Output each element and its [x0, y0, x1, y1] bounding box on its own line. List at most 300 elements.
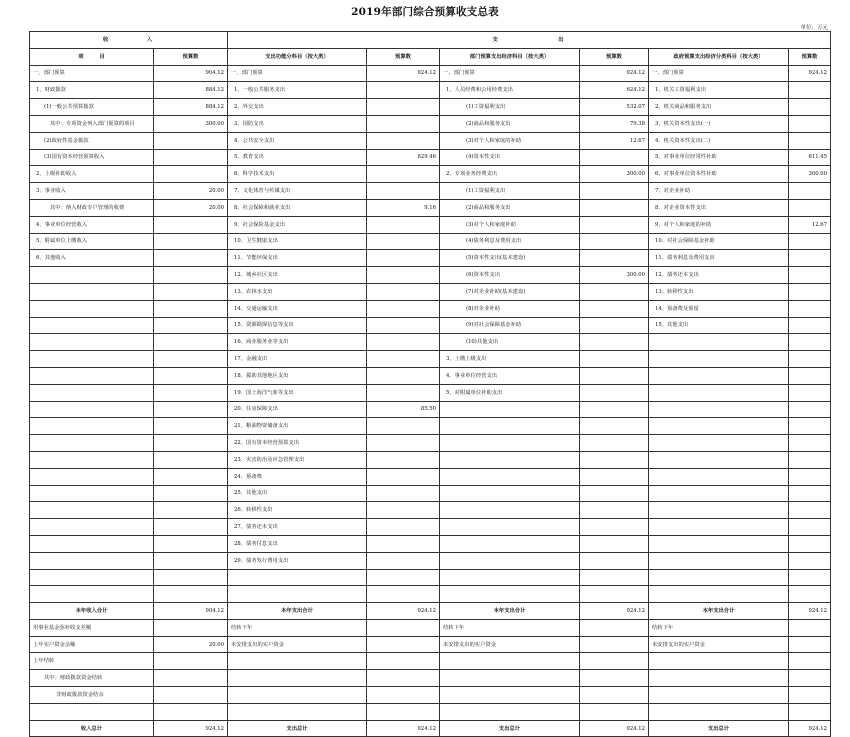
dept-econ-item-amount — [580, 334, 649, 351]
income-item-label: 1、财政拨款 — [30, 82, 154, 99]
income-item-label — [30, 418, 154, 435]
bottom-gov-value — [789, 619, 831, 636]
gov-econ-item-amount — [789, 367, 831, 384]
func-item-label — [228, 586, 367, 603]
func-item-amount — [367, 435, 440, 452]
func-item-label: 13、农林水支出 — [228, 283, 367, 300]
income-item-label — [30, 519, 154, 536]
income-item-amount — [154, 552, 228, 569]
bottom-income-label: 上年结转 — [30, 653, 154, 670]
bottom-func-label — [228, 687, 367, 704]
bottom-func-value — [367, 670, 440, 687]
col-amount-header: 预算数 — [789, 48, 831, 65]
table-row — [30, 183, 831, 200]
func-item-amount — [367, 283, 440, 300]
func-grand-total-label: 支出总计 — [228, 720, 367, 737]
dept-econ-item-amount — [580, 367, 649, 384]
gov-econ-item-label: 10、对社会保障基金补助 — [649, 233, 789, 250]
func-item-amount — [367, 468, 440, 485]
income-item-amount — [154, 233, 228, 250]
header-row-2 — [30, 48, 831, 65]
dept-econ-item-label — [440, 502, 580, 519]
dept-econ-item-amount: 624.12 — [580, 82, 649, 99]
gov-year-total-label: 本年支出合计 — [649, 603, 789, 620]
dept-econ-item-label: (8)对企业补助 — [440, 300, 580, 317]
bottom-func-value — [367, 636, 440, 653]
table-row — [30, 502, 831, 519]
dept-econ-item-amount: 79.38 — [580, 115, 649, 132]
income-item-label: 其中：专项资金列入部门预算的项目 — [30, 115, 154, 132]
gov-econ-item-label — [649, 435, 789, 452]
col-func-header: 支出功能分科目（按大类） — [228, 48, 367, 65]
income-item-amount — [154, 367, 228, 384]
income-item-label: 4、事业单位经营收入 — [30, 216, 154, 233]
gov-econ-item-amount — [789, 468, 831, 485]
income-item-label: 5、附属单位上缴收入 — [30, 233, 154, 250]
income-item-label — [30, 569, 154, 586]
gov-econ-item-label — [649, 418, 789, 435]
dept-econ-item-label: 1、人员经费和公用经费支出 — [440, 82, 580, 99]
dept-econ-item-amount — [580, 384, 649, 401]
income-item-label: (3)国有资本经营预算收入 — [30, 149, 154, 166]
func-item-label: 21、粮油物资储备支出 — [228, 418, 367, 435]
func-item-label: 28、债务付息支出 — [228, 535, 367, 552]
dept-econ-item-label: (5)资本性支出(基本建设) — [440, 250, 580, 267]
table-row — [30, 384, 831, 401]
dept-econ-item-label: (1)工资福利支出 — [440, 183, 580, 200]
bottom-row — [30, 687, 831, 704]
gov-econ-item-amount — [789, 334, 831, 351]
gov-econ-item-label: 8、对企业资本性支出 — [649, 199, 789, 216]
dept-econ-item-label — [440, 435, 580, 452]
bottom-gov-value — [789, 687, 831, 704]
gov-econ-item-amount: 611.45 — [789, 149, 831, 166]
table-row — [30, 401, 831, 418]
gov-econ-item-amount — [789, 267, 831, 284]
bottom-income-value: 20.00 — [154, 636, 228, 653]
func-item-label: 一、部门预算 — [228, 65, 367, 82]
func-item-label: 5、教育支出 — [228, 149, 367, 166]
gov-econ-item-amount — [789, 502, 831, 519]
gov-econ-item-label — [649, 451, 789, 468]
dept-econ-item-amount — [580, 216, 649, 233]
dept-econ-item-amount — [580, 485, 649, 502]
gov-econ-item-amount: 924.12 — [789, 65, 831, 82]
gov-econ-item-label — [649, 401, 789, 418]
gov-econ-item-label: 2、机关商品和服务支出 — [649, 99, 789, 116]
income-item-label: (1)一般公共预算拨款 — [30, 99, 154, 116]
gov-econ-item-label — [649, 586, 789, 603]
bottom-row — [30, 670, 831, 687]
gov-econ-item-label: 15、其他支出 — [649, 317, 789, 334]
income-item-amount — [154, 502, 228, 519]
func-item-label: 1、一般公共服务支出 — [228, 82, 367, 99]
table-row — [30, 519, 831, 536]
income-header: 收 入 — [30, 32, 228, 49]
income-item-amount — [154, 250, 228, 267]
bottom-func-label — [228, 653, 367, 670]
bottom-income-value — [154, 653, 228, 670]
dept-econ-item-amount: 924.12 — [580, 65, 649, 82]
header-row-1 — [30, 32, 831, 49]
func-item-amount — [367, 451, 440, 468]
bottom-dept-label — [440, 670, 580, 687]
gov-econ-item-amount — [789, 485, 831, 502]
dept-econ-item-label: (4)资本性支出 — [440, 149, 580, 166]
dept-econ-item-amount — [580, 451, 649, 468]
func-item-amount — [367, 166, 440, 183]
income-item-amount — [154, 300, 228, 317]
income-item-amount — [154, 418, 228, 435]
table-row — [30, 99, 831, 116]
gov-econ-item-amount: 300.00 — [789, 166, 831, 183]
table-row — [30, 283, 831, 300]
gov-econ-item-label: 14、预备费及预留 — [649, 300, 789, 317]
gov-econ-item-label — [649, 468, 789, 485]
income-item-amount — [154, 435, 228, 452]
bottom-dept-value — [580, 670, 649, 687]
col-amount-header: 预算数 — [367, 48, 440, 65]
gov-econ-item-label — [649, 351, 789, 368]
func-item-amount — [367, 552, 440, 569]
func-item-amount: 85.50 — [367, 401, 440, 418]
bottom-dept-value — [580, 703, 649, 720]
income-item-amount — [154, 334, 228, 351]
dept-econ-item-label — [440, 418, 580, 435]
income-item-label — [30, 435, 154, 452]
gov-econ-item-label: 13、转移性支出 — [649, 283, 789, 300]
table-row — [30, 250, 831, 267]
gov-econ-item-label — [649, 519, 789, 536]
bottom-row — [30, 636, 831, 653]
bottom-dept-value — [580, 687, 649, 704]
func-item-amount: 829.46 — [367, 149, 440, 166]
func-item-amount — [367, 132, 440, 149]
func-year-total-value: 924.12 — [367, 603, 440, 620]
table-row — [30, 552, 831, 569]
dept-econ-item-amount — [580, 233, 649, 250]
table-row — [30, 586, 831, 603]
unit-label: 单位：万元 — [800, 25, 828, 31]
func-item-amount — [367, 334, 440, 351]
income-item-label: 2、上级补助收入 — [30, 166, 154, 183]
dept-econ-item-amount: 12.67 — [580, 132, 649, 149]
func-item-label: 10、卫生健康支出 — [228, 233, 367, 250]
gov-econ-item-label — [649, 502, 789, 519]
dept-econ-item-label: 一、部门预算 — [440, 65, 580, 82]
table-row — [30, 367, 831, 384]
gov-econ-item-amount — [789, 519, 831, 536]
gov-econ-item-amount — [789, 115, 831, 132]
func-item-amount: 9.16 — [367, 199, 440, 216]
func-item-label: 24、预备费 — [228, 468, 367, 485]
dept-econ-item-amount — [580, 250, 649, 267]
income-item-amount — [154, 569, 228, 586]
bottom-income-value — [154, 670, 228, 687]
table-row — [30, 149, 831, 166]
func-item-label: 14、交通运输支出 — [228, 300, 367, 317]
dept-econ-item-amount — [580, 199, 649, 216]
bottom-gov-label — [649, 653, 789, 670]
col-dept-econ-header: 部门预算支出经济科目（按大类） — [440, 48, 580, 65]
gov-econ-item-amount — [789, 351, 831, 368]
income-item-amount: 884.12 — [154, 99, 228, 116]
income-item-label: 6、其他收入 — [30, 250, 154, 267]
func-item-amount — [367, 267, 440, 284]
col-item-header: 项 目 — [30, 48, 154, 65]
income-item-label — [30, 334, 154, 351]
income-item-amount — [154, 166, 228, 183]
gov-econ-item-label: 1、机关工资福利支出 — [649, 82, 789, 99]
dept-grand-total-value: 924.12 — [580, 720, 649, 737]
dept-econ-item-label — [440, 586, 580, 603]
gov-econ-item-label — [649, 569, 789, 586]
income-grand-total-label: 收入总计 — [30, 720, 154, 737]
table-row — [30, 65, 831, 82]
income-item-label: 3、事业收入 — [30, 183, 154, 200]
gov-econ-item-label: 4、机关资本性支出(二) — [649, 132, 789, 149]
income-item-amount — [154, 317, 228, 334]
bottom-income-value — [154, 687, 228, 704]
gov-econ-item-label — [649, 384, 789, 401]
income-item-label: 一、部门预算 — [30, 65, 154, 82]
gov-econ-item-amount — [789, 199, 831, 216]
page-title: 2019年部门综合预算收支总表 — [351, 6, 499, 18]
bottom-income-label: 用事业基金弥补收支差额 — [30, 619, 154, 636]
income-item-label — [30, 267, 154, 284]
income-item-amount — [154, 149, 228, 166]
func-item-amount — [367, 384, 440, 401]
table-row — [30, 300, 831, 317]
table-row — [30, 115, 831, 132]
gov-econ-item-amount: 12.67 — [789, 216, 831, 233]
income-item-amount — [154, 451, 228, 468]
income-year-total-value: 904.12 — [154, 603, 228, 620]
grand-total-row — [30, 720, 831, 737]
income-item-amount: 884.12 — [154, 82, 228, 99]
col-amount-header: 预算数 — [154, 48, 228, 65]
income-grand-total-value: 924.12 — [154, 720, 228, 737]
func-item-amount — [367, 115, 440, 132]
func-item-amount — [367, 502, 440, 519]
dept-econ-item-amount — [580, 586, 649, 603]
func-item-amount — [367, 82, 440, 99]
func-item-label: 2、外交支出 — [228, 99, 367, 116]
bottom-func-label — [228, 703, 367, 720]
table-row — [30, 451, 831, 468]
func-item-label — [228, 569, 367, 586]
func-item-label: 26、转移性支出 — [228, 502, 367, 519]
gov-econ-item-label: 11、债务利息及费用支出 — [649, 250, 789, 267]
func-item-amount — [367, 418, 440, 435]
bottom-gov-label: 结转下年 — [649, 619, 789, 636]
dept-econ-item-label: (3)对个人和家庭补助 — [440, 216, 580, 233]
gov-econ-item-label — [649, 485, 789, 502]
income-item-label — [30, 317, 154, 334]
dept-econ-item-label: (3)对个人和家庭的补助 — [440, 132, 580, 149]
income-item-label — [30, 535, 154, 552]
income-item-amount: 300.00 — [154, 115, 228, 132]
dept-econ-item-label — [440, 485, 580, 502]
dept-econ-item-label: (2)商品和服务支出 — [440, 115, 580, 132]
gov-econ-item-label: 12、债务还本支出 — [649, 267, 789, 284]
bottom-dept-value — [580, 653, 649, 670]
income-item-label — [30, 451, 154, 468]
func-item-label: 20、住房保障支出 — [228, 401, 367, 418]
income-item-amount — [154, 283, 228, 300]
income-item-label — [30, 552, 154, 569]
dept-econ-item-amount — [580, 468, 649, 485]
gov-econ-item-label: 6、对事业单位资本性补助 — [649, 166, 789, 183]
func-item-label: 3、国防支出 — [228, 115, 367, 132]
func-item-amount — [367, 99, 440, 116]
dept-econ-item-amount — [580, 183, 649, 200]
income-item-amount — [154, 468, 228, 485]
gov-econ-item-label — [649, 334, 789, 351]
income-item-amount — [154, 401, 228, 418]
func-item-amount — [367, 569, 440, 586]
table-row — [30, 418, 831, 435]
dept-econ-item-label — [440, 569, 580, 586]
dept-econ-item-label: (9)对社会保障基金补助 — [440, 317, 580, 334]
table-row — [30, 468, 831, 485]
bottom-dept-label: 结转下年 — [440, 619, 580, 636]
bottom-row — [30, 703, 831, 720]
bottom-income-label — [30, 703, 154, 720]
income-item-amount — [154, 351, 228, 368]
income-item-amount: 20.00 — [154, 183, 228, 200]
table-row — [30, 351, 831, 368]
dept-econ-item-amount — [580, 351, 649, 368]
bottom-func-value — [367, 687, 440, 704]
gov-econ-item-amount — [789, 418, 831, 435]
table-row — [30, 535, 831, 552]
func-item-label: 18、援助其他地区支出 — [228, 367, 367, 384]
dept-year-total-value: 924.12 — [580, 603, 649, 620]
func-item-amount — [367, 300, 440, 317]
gov-econ-item-amount — [789, 317, 831, 334]
dept-econ-item-label: 2、专项业务经费支出 — [440, 166, 580, 183]
bottom-row — [30, 619, 831, 636]
table-row — [30, 569, 831, 586]
dept-econ-item-label — [440, 535, 580, 552]
income-item-label: (2)政府性基金拨款 — [30, 132, 154, 149]
gov-econ-item-label: 7、对企业补助 — [649, 183, 789, 200]
func-item-label: 12、城乡社区支出 — [228, 267, 367, 284]
budget-table — [29, 31, 831, 737]
income-item-label — [30, 468, 154, 485]
income-item-amount — [154, 216, 228, 233]
dept-year-total-label: 本年支出合计 — [440, 603, 580, 620]
func-item-amount — [367, 519, 440, 536]
expense-header: 支 出 — [228, 32, 831, 49]
gov-econ-item-amount — [789, 384, 831, 401]
income-year-total-label: 本年收入合计 — [30, 603, 154, 620]
func-item-label: 15、资源勘探信息等支出 — [228, 317, 367, 334]
gov-econ-item-amount — [789, 552, 831, 569]
table-row — [30, 216, 831, 233]
dept-econ-item-label: 4、事业单位经营支出 — [440, 367, 580, 384]
table-row — [30, 267, 831, 284]
dept-econ-item-label: (2)商品和服务支出 — [440, 199, 580, 216]
income-item-amount: 20.00 — [154, 199, 228, 216]
dept-econ-item-label: (6)资本性支出 — [440, 267, 580, 284]
income-item-amount — [154, 132, 228, 149]
func-item-amount — [367, 535, 440, 552]
table-row — [30, 199, 831, 216]
bottom-gov-label — [649, 687, 789, 704]
table-row — [30, 166, 831, 183]
func-item-amount — [367, 216, 440, 233]
bottom-dept-label — [440, 703, 580, 720]
income-item-label — [30, 384, 154, 401]
gov-econ-item-label: 9、对个人和家庭的补助 — [649, 216, 789, 233]
income-item-label — [30, 283, 154, 300]
dept-econ-item-label: 3、上缴上级支出 — [440, 351, 580, 368]
dept-econ-item-amount — [580, 418, 649, 435]
year-total-row — [30, 603, 831, 620]
bottom-gov-label — [649, 670, 789, 687]
bottom-func-value — [367, 653, 440, 670]
bottom-gov-label: 未安排支出的实户资金 — [649, 636, 789, 653]
bottom-func-label: 未安排支出的实户资金 — [228, 636, 367, 653]
func-item-amount — [367, 367, 440, 384]
func-item-amount — [367, 317, 440, 334]
gov-econ-item-amount — [789, 300, 831, 317]
gov-econ-item-amount — [789, 99, 831, 116]
bottom-gov-value — [789, 703, 831, 720]
bottom-gov-value — [789, 670, 831, 687]
dept-econ-item-amount — [580, 435, 649, 452]
bottom-dept-label — [440, 687, 580, 704]
bottom-income-label: 非财政拨款资金结余 — [30, 687, 154, 704]
func-item-amount — [367, 586, 440, 603]
gov-econ-item-amount — [789, 132, 831, 149]
gov-year-total-value: 924.12 — [789, 603, 831, 620]
table-row — [30, 485, 831, 502]
gov-grand-total-value: 924.12 — [789, 720, 831, 737]
income-item-amount — [154, 485, 228, 502]
dept-econ-item-label: (4)债务利息及费用支出 — [440, 233, 580, 250]
dept-econ-item-amount — [580, 552, 649, 569]
func-item-label: 23、灾害防治及应急管理支出 — [228, 451, 367, 468]
dept-econ-item-amount — [580, 569, 649, 586]
dept-econ-item-amount: 532.07 — [580, 99, 649, 116]
bottom-func-label — [228, 670, 367, 687]
func-item-amount — [367, 485, 440, 502]
gov-econ-item-amount — [789, 250, 831, 267]
gov-econ-item-label: 5、对事业单位经常性补助 — [649, 149, 789, 166]
func-item-label: 4、公共安全支出 — [228, 132, 367, 149]
func-item-label: 8、社会保障和就业支出 — [228, 199, 367, 216]
func-item-amount — [367, 233, 440, 250]
table-row — [30, 317, 831, 334]
dept-econ-item-label: 5、对附属单位补助支出 — [440, 384, 580, 401]
dept-econ-item-amount — [580, 535, 649, 552]
income-item-amount — [154, 267, 228, 284]
gov-econ-item-amount — [789, 82, 831, 99]
income-item-label — [30, 351, 154, 368]
bottom-dept-label — [440, 653, 580, 670]
gov-econ-item-amount — [789, 233, 831, 250]
dept-econ-item-amount — [580, 401, 649, 418]
func-item-label: 6、科学技术支出 — [228, 166, 367, 183]
table-row — [30, 82, 831, 99]
dept-econ-item-label: (1)工资福利支出 — [440, 99, 580, 116]
bottom-dept-value — [580, 619, 649, 636]
bottom-func-value — [367, 703, 440, 720]
dept-econ-item-label — [440, 451, 580, 468]
